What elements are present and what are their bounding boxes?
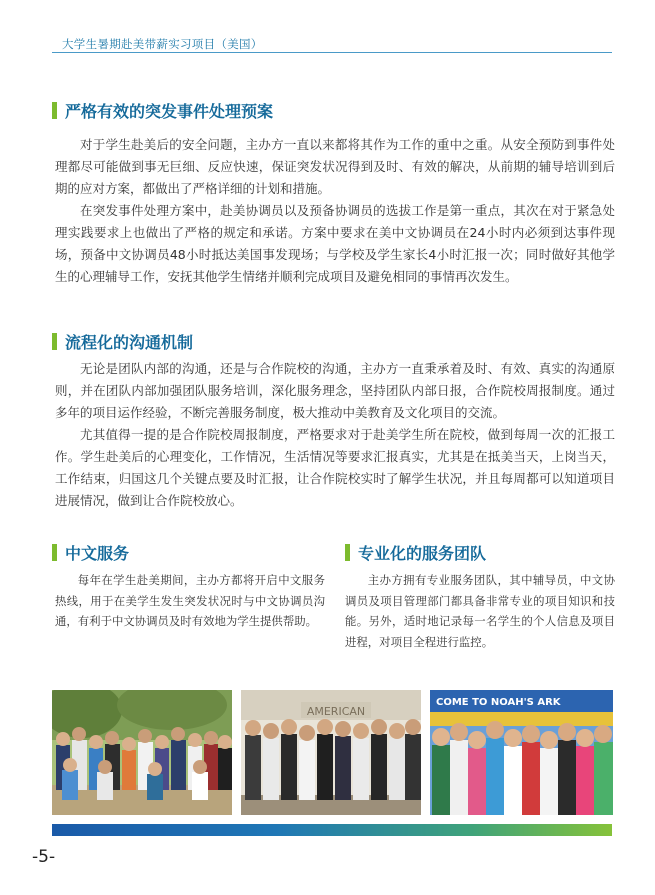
section-title: 专业化的服务团队 [358, 543, 487, 563]
footer-gradient-bar [52, 824, 612, 836]
section-title: 流程化的沟通机制 [65, 332, 194, 352]
paragraph: 在突发事件处理方案中，赴美协调员以及预备协调员的选拔工作是第一重点，其次在对于紧急处理实践要求上也做出了严格的规定和承诺。方案中要求在美中文协调员在24小时内必须到达事件现场，预备中文协调员48小时抵达美国事发现场；与学校及学生家长4小时汇报一次；同时做好其他学生的心理辅导工作，安抚其他学生情绪并顺利完成项目及避免相同的事情再次发生。 [55, 203, 615, 284]
paragraph: 无论是团队内部的沟通，还是与合作院校的沟通，主办方一直秉承着及时、有效、真实的沟通原则，并在团队内部加强团队服务培训，深化服务理念，坚持团队内部日报，合作院校周报制度。通过多年的项目运作经验，不断完善服务制度，极大推动中美教育及文化项目的交流。 [55, 361, 615, 420]
paragraph: 每年在学生赴美期间，主办方都将开启中文服务热线，用于在美学生发生突发状况时与中文协调员沟通，有利于中文协调员及时有效地为学生提供帮助。 [55, 573, 325, 628]
photo-group-outdoor-image [52, 690, 232, 815]
section-title: 严格有效的突发事件处理预案 [65, 101, 274, 121]
photo-group-outdoor [52, 690, 232, 815]
section-heading-emergency [52, 99, 273, 121]
photo-sign-text: COME TO NOAH'S ARK [436, 697, 561, 708]
photo-sign-text: AMERICAN [306, 705, 366, 718]
running-header: 大学生暑期赴美带薪实习项目（美国） [62, 37, 263, 51]
photo-students-image [430, 690, 613, 815]
section-heading-team [345, 541, 486, 563]
heading-marker [52, 544, 57, 561]
page-number: -5- [32, 847, 56, 867]
section-body-communication [55, 358, 615, 512]
photo-group-formal-image [241, 690, 421, 815]
header-rule [52, 52, 612, 53]
heading-marker [52, 102, 57, 119]
section-title: 中文服务 [65, 543, 130, 563]
paragraph: 主办方拥有专业服务团队，其中辅导员，中文协调员及项目管理部门都具备非常专业的项目知识和技能。另外，适时地记录每一名学生的个人信息及项目进程，对项目全程进行监控。 [345, 573, 615, 649]
section-body-emergency [55, 134, 615, 288]
section-heading-chinese-service [52, 541, 129, 563]
paragraph: 尤其值得一提的是合作院校周报制度，严格要求对于赴美学生所在院校，做到每周一次的汇报工作。学生赴美后的心理变化，工作情况，生活情况等要求汇报真实，尤其是在抵美当天，上岗当天，工作结束，归国这几个关键点要及时汇报，让合作院校实时了解学生状况，并且每周都可以知道项目进展情况，做到让合作院校放心。 [55, 427, 615, 508]
photo-group-formal [241, 690, 421, 815]
heading-marker [52, 333, 57, 350]
paragraph: 对于学生赴美后的安全问题，主办方一直以来都将其作为工作的重中之重。从安全预防到事件处理都尽可能做到事无巨细、反应快速，保证突发状况得到及时、有效的解决，从前期的辅导培训到后期的应对方案，都做出了严格详细的计划和措施。 [55, 137, 615, 196]
photo-students-noahs-ark [430, 690, 613, 815]
section-body-chinese-service [55, 570, 325, 632]
heading-marker [345, 544, 350, 561]
section-body-team [345, 570, 615, 652]
section-heading-communication [52, 330, 193, 352]
